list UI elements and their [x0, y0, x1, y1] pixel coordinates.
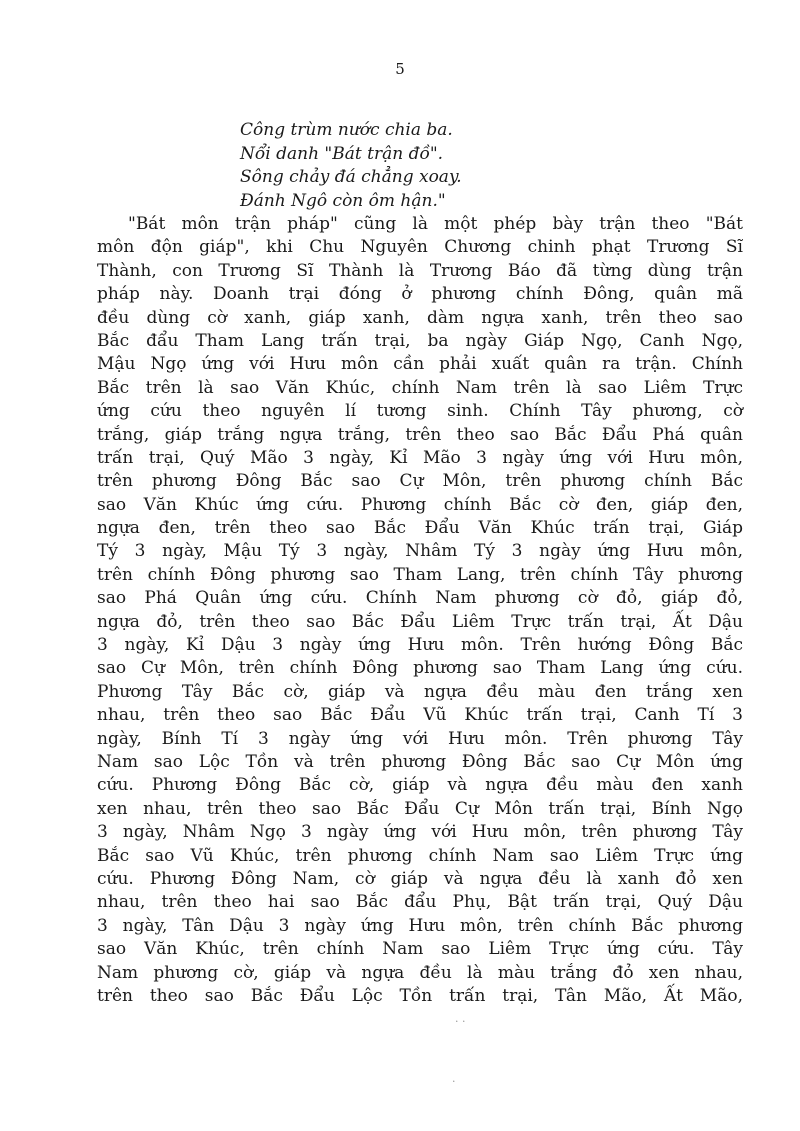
- text-line: trên chính Đông phương sao Tham Lang, trên chính Tây phương: [97, 564, 743, 585]
- text-line: nhau, trên theo hai sao Bắc đẩu Phụ, Bật trấn trại, Quý Dậu: [97, 892, 743, 913]
- text-line: Bắc sao Vũ Khúc, trên phương chính Nam sao Liêm Trực ứng: [97, 845, 743, 866]
- scan-speck: · ·: [455, 1015, 466, 1028]
- text-line: môn độn giáp", khi Chu Nguyên Chương chinh phạt Trương Sĩ: [97, 237, 743, 258]
- text-line: sao Phá Quân ứng cứu. Chính Nam phương cờ đỏ, giáp đỏ,: [97, 588, 743, 609]
- text-line: Bắc trên là sao Văn Khúc, chính Nam trên là sao Liêm Trực: [97, 377, 743, 398]
- text-line: 3 ngày, Tân Dậu 3 ngày ứng Hưu môn, trên chính Bắc phương: [97, 915, 743, 936]
- poem-line: Sông chảy đá chẳng xoay.: [240, 167, 462, 187]
- text-line: "Bát môn trận pháp" cũng là một phép bày trận theo "Bát: [128, 214, 743, 234]
- text-line: sao Văn Khúc, trên chính Nam sao Liêm Trực ứng cứu. Tây: [97, 939, 743, 960]
- text-line: xen nhau, trên theo sao Bắc Đẩu Cự Môn trấn trại, Bính Ngọ: [97, 798, 743, 819]
- text-line: trên phương Đông Bắc sao Cự Môn, trên phương chính Bắc: [97, 471, 743, 492]
- text-line: ứng cứu theo nguyên lí tương sinh. Chính Tây phương, cờ: [97, 401, 743, 422]
- text-line: ngựa đỏ, trên theo sao Bắc Đẩu Liêm Trực trấn trại, Ất Dậu: [97, 611, 743, 632]
- text-line: trấn trại, Quý Mão 3 ngày, Kỉ Mão 3 ngày ứng với Hưu môn,: [97, 447, 743, 468]
- text-line: pháp này. Doanh trại đóng ở phương chính Đông, quân mã: [97, 284, 743, 305]
- poem-block: [240, 119, 462, 213]
- text-line: Tý 3 ngày, Mậu Tý 3 ngày, Nhâm Tý 3 ngày ứng Hưu môn,: [97, 541, 743, 562]
- text-line: Bắc đẩu Tham Lang trấn trại, ba ngày Giáp Ngọ, Canh Ngọ,: [97, 330, 743, 351]
- text-line: cứu. Phương Đông Nam, cờ giáp và ngựa đều là xanh đỏ xen: [97, 868, 743, 889]
- text-line: trắng, giáp trắng ngựa trắng, trên theo sao Bắc Đẩu Phá quân: [97, 424, 743, 445]
- poem-line: Công trùm nước chia ba.: [240, 120, 453, 140]
- page-number: 5: [395, 60, 405, 78]
- text-line: cứu. Phương Đông Bắc cờ, giáp và ngựa đều màu đen xanh: [97, 775, 743, 796]
- scan-speck: ·: [452, 1075, 456, 1088]
- text-line: Nam phương cờ, giáp và ngựa đều là màu trắng đỏ xen nhau,: [97, 962, 743, 983]
- poem-line: Đánh Ngô còn ôm hận.": [240, 190, 446, 211]
- text-line: sao Cự Môn, trên chính Đông phương sao Tham Lang ứng cứu.: [97, 658, 743, 679]
- text-line: Mậu Ngọ ứng với Hưu môn cần phải xuất quân ra trận. Chính: [97, 354, 743, 375]
- poem-line: Nổi danh "Bát trận đồ".: [240, 143, 444, 164]
- text-line: 3 ngày, Kỉ Dậu 3 ngày ứng Hưu môn. Trên hướng Đông Bắc: [97, 635, 743, 656]
- text-line: Nam sao Lộc Tồn và trên phương Đông Bắc sao Cự Môn ứng: [97, 751, 743, 772]
- text-line: Thành, con Trương Sĩ Thành là Trương Báo đã từng dùng trận: [97, 260, 743, 281]
- text-line: Phương Tây Bắc cờ, giáp và ngựa đều màu đen trắng xen: [97, 681, 743, 702]
- text-line: sao Văn Khúc ứng cứu. Phương chính Bắc cờ đen, giáp đen,: [97, 494, 743, 515]
- text-line: ngựa đen, trên theo sao Bắc Đẩu Văn Khúc trấn trại, Giáp: [97, 518, 743, 539]
- text-line: nhau, trên theo sao Bắc Đẩu Vũ Khúc trấn trại, Canh Tí 3: [97, 705, 743, 726]
- text-line: ngày, Bính Tí 3 ngày ứng với Hưu môn. Trên phương Tây: [97, 728, 743, 749]
- text-line: 3 ngày, Nhâm Ngọ 3 ngày ứng với Hưu môn, trên phương Tây: [97, 822, 743, 843]
- text-line: đều dùng cờ xanh, giáp xanh, dàm ngựa xanh, trên theo sao: [97, 307, 743, 328]
- body-paragraph: [97, 213, 743, 1008]
- text-line: trên theo sao Bắc Đẩu Lộc Tồn trấn trại, Tân Mão, Ất Mão,: [97, 985, 743, 1006]
